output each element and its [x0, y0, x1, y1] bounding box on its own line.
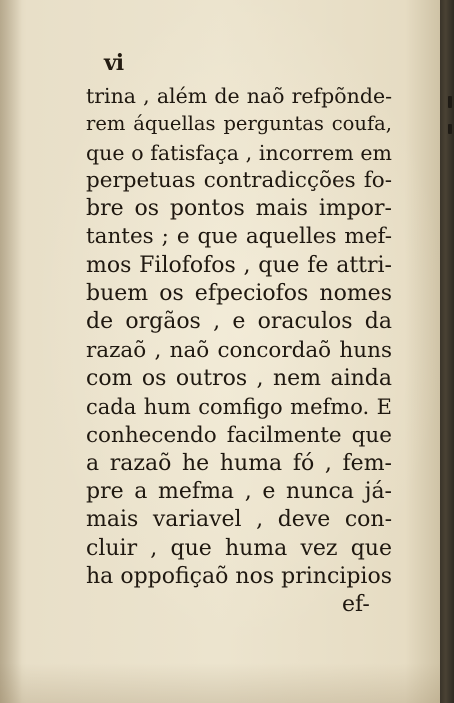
text-line: que o fatisfaça , incorrem em [86, 140, 392, 165]
text-line: de orgãos , e oraculos da [86, 309, 392, 335]
catchword: ef- [342, 592, 370, 617]
text-line: mais variavel , deve con- [86, 507, 392, 533]
text-line: buem os efpeciofos nomes [86, 281, 392, 307]
text-line: pre a mefma , e nunca já- [86, 479, 392, 505]
edge-mark [448, 124, 452, 134]
text-line: bre os pontos mais impor- [86, 196, 392, 222]
body-text [86, 82, 392, 591]
text-line: perpetuas contradicções fo- [86, 167, 392, 193]
text-line: a razaõ he huma fó , fem- [86, 450, 392, 476]
text-line: razaõ , naõ concordaõ huns [86, 337, 392, 363]
text-line: mos Filofofos , que fe attri- [86, 252, 392, 278]
page-number: vi [104, 50, 124, 76]
text-line: tantes ; e que aquelles mef- [86, 224, 392, 250]
text-line: ha oppofiçaõ nos principios [86, 564, 392, 590]
text-line: cluir , que huma vez que [86, 535, 392, 561]
edge-mark [448, 96, 452, 108]
text-line: rem áquellas perguntas coufa, [86, 112, 392, 136]
text-line: trina , além de naõ refpõnde- [86, 84, 392, 108]
text-line: cada hum comfigo mefmo. E [86, 395, 392, 420]
text-line: conhecendo facilmente que [86, 422, 392, 448]
text-line: com os outros , nem ainda [86, 365, 392, 391]
